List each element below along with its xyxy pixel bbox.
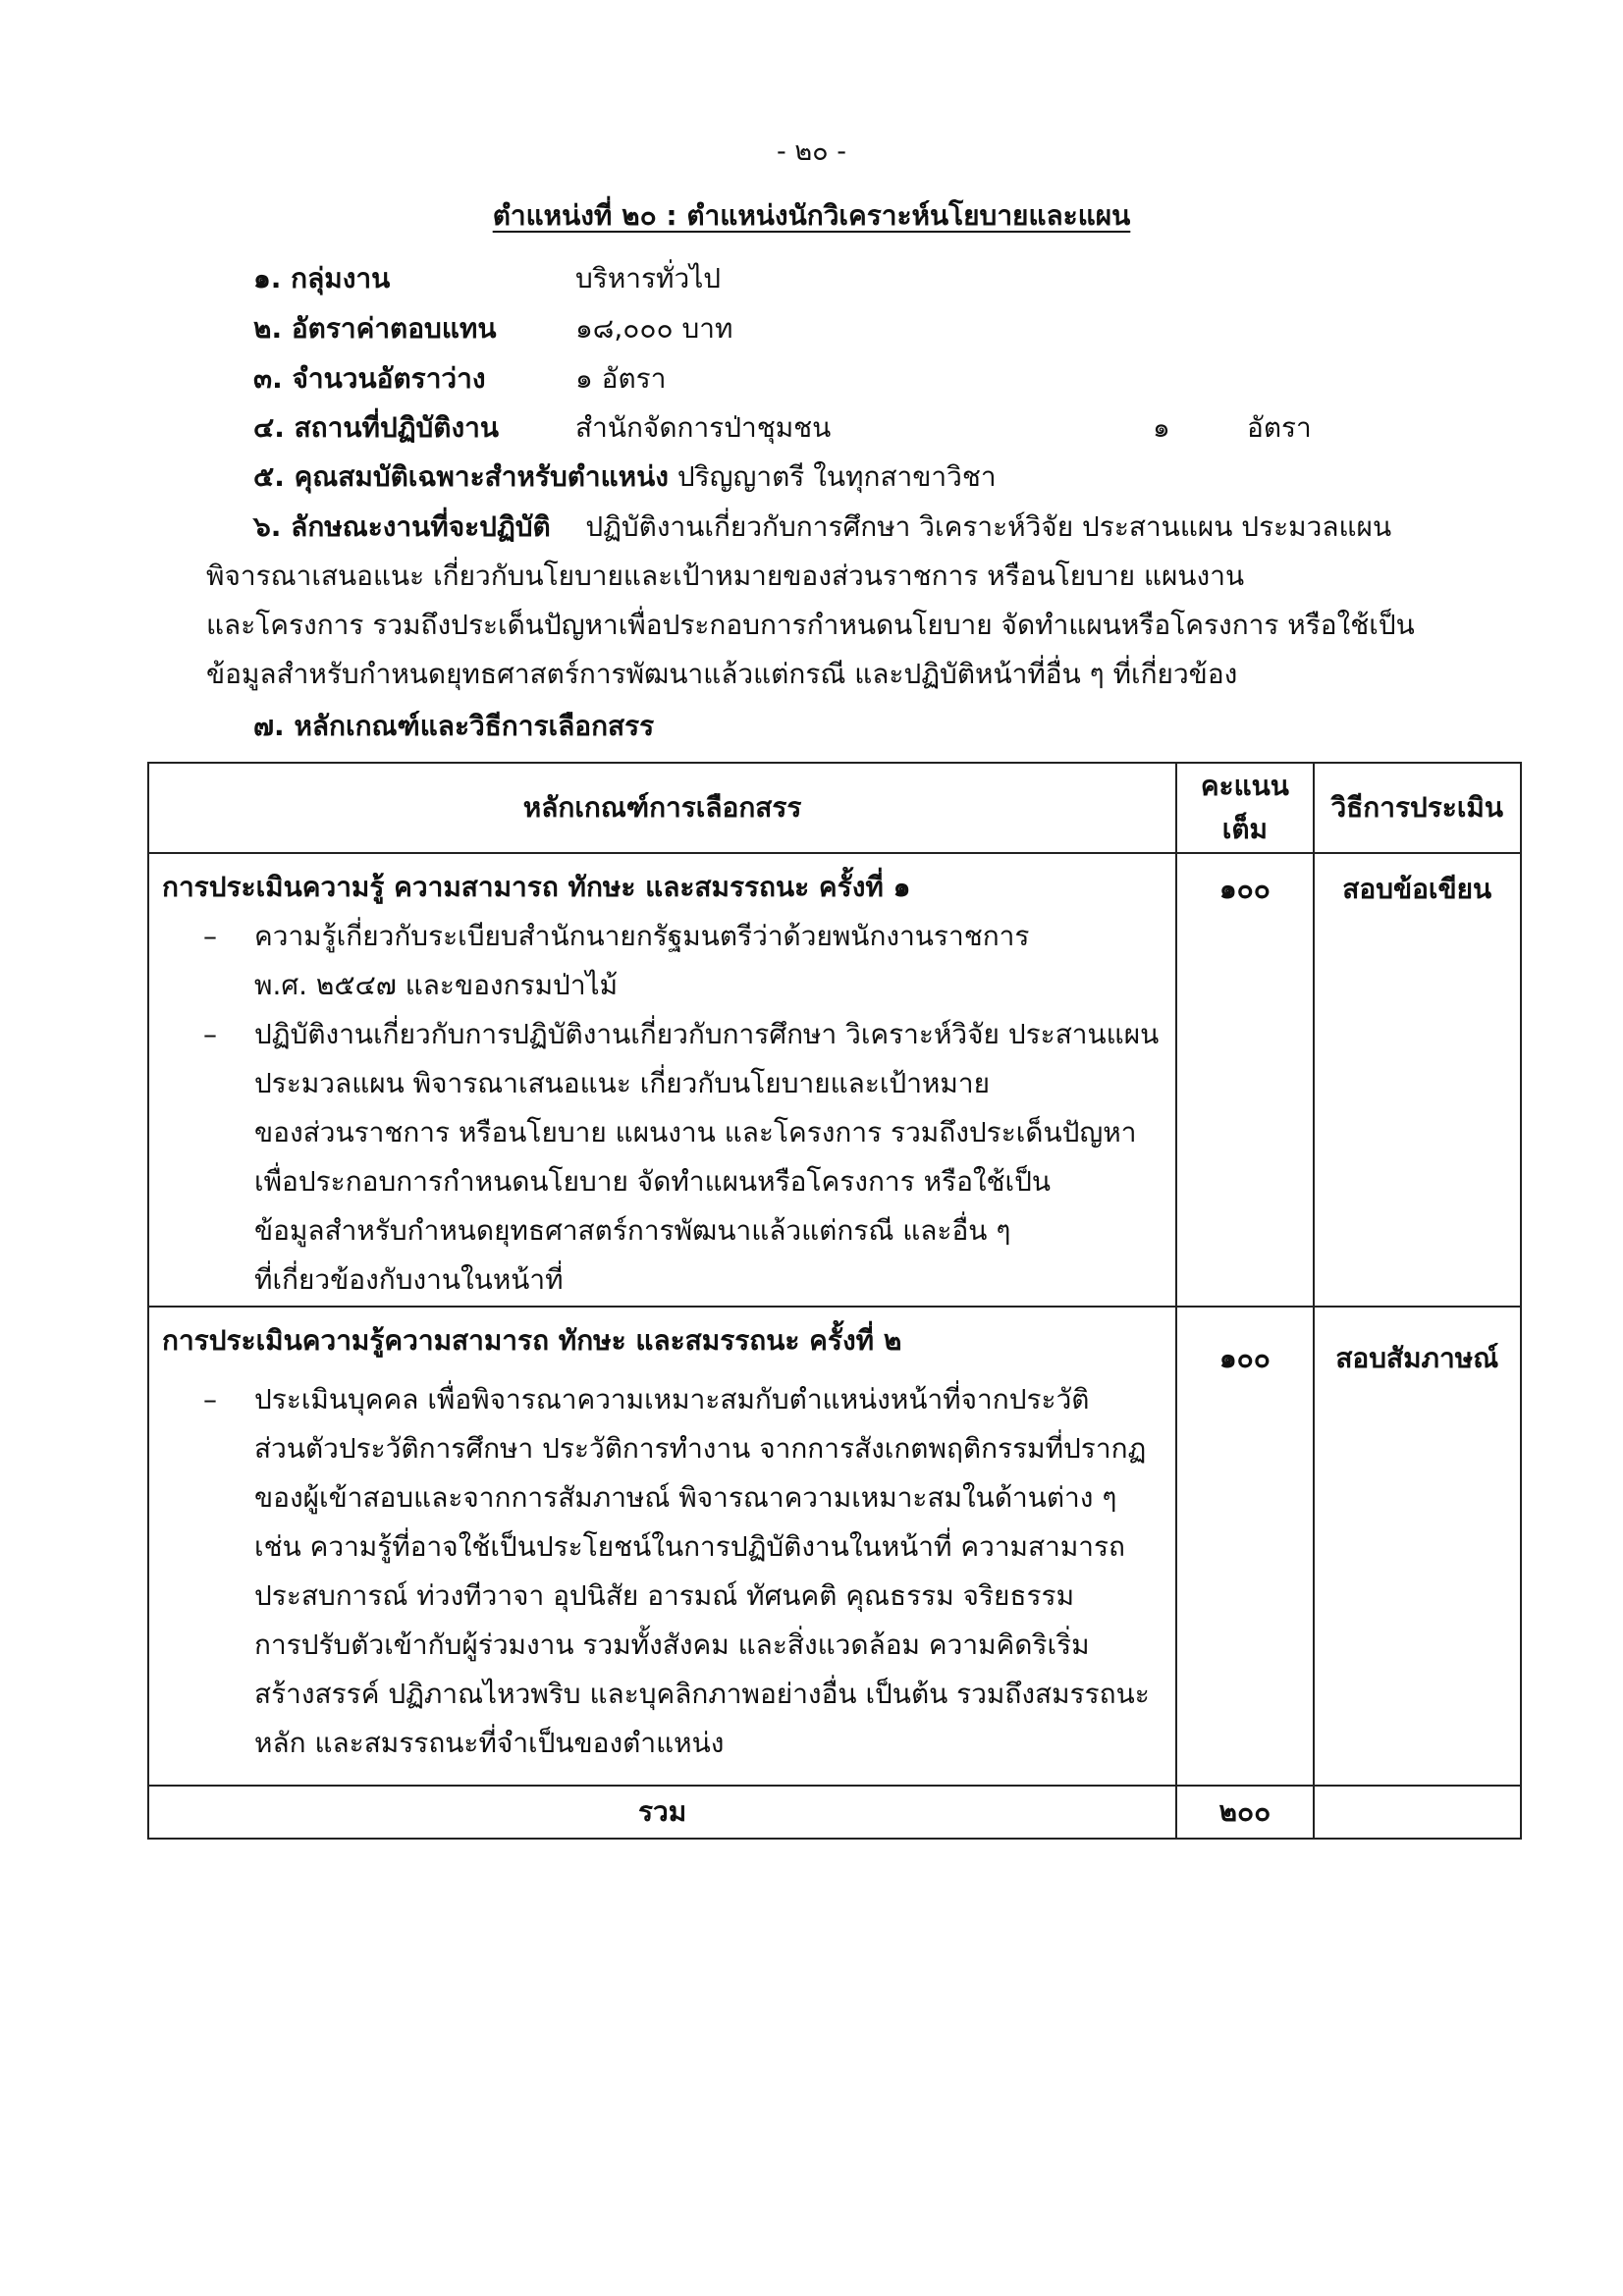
criteria-heading: ๗. หลักเกณฑ์และวิธีการเลือกสรร [253, 710, 655, 742]
score-cell: ๑๐๐ [1176, 853, 1313, 1307]
bullet-line: ของส่วนราชการ หรือนโยบาย แผนงาน และโครงการ รวมถึงประเด็นปัญหา [254, 1116, 1137, 1148]
position-title: ตำแหน่งที่ ๒๐ : ตำแหน่งนักวิเคราะห์นโยบายและแผน [492, 199, 1131, 232]
bullet-dash: – [203, 1383, 217, 1415]
workplace-count-unit: อัตรา [1247, 411, 1312, 444]
info-label: ๓. จำนวนอัตราว่าง [253, 362, 486, 395]
bullet-item [150, 1010, 1174, 1305]
bullet-line: สร้างสรรค์ ปฏิภาณไหวพริบ และบุคลิกภาพอย่างอื่น เป็นต้น รวมถึงสมรรถนะ [254, 1678, 1150, 1710]
criteria-cell [148, 853, 1176, 1307]
info-value: ๑ อัตรา [575, 362, 667, 395]
duty-line [253, 503, 1520, 552]
info-label: ๔. สถานที่ปฏิบัติงาน [253, 411, 500, 444]
duty-line: พิจารณาเสนอแนะ เกี่ยวกับนโยบายและเป้าหมายของส่วนราชการ หรือนโยบาย แผนงาน [206, 560, 1245, 592]
bullet-dash: – [203, 1018, 217, 1050]
bullet-line: ส่วนตัวประวัติการศึกษา ประวัติการทำงาน จากการสังเกตพฤติกรรมที่ปรากฏ [254, 1432, 1147, 1465]
workplace-count: ๑ [1153, 411, 1170, 444]
bullet-line: เช่น ความรู้ที่อาจใช้เป็นประโยชน์ในการปฏิบัติงานในหน้าที่ ความสามารถ [254, 1530, 1125, 1563]
method-cell: สอบสัมภาษณ์ [1314, 1307, 1522, 1786]
section-title: การประเมินความรู้ ความสามารถ ทักษะ และสมรรถนะ ครั้งที่ ๑ [162, 871, 911, 903]
duty-line: ข้อมูลสำหรับกำหนดยุทธศาสตร์การพัฒนาแล้วแต่กรณี และปฏิบัติหน้าที่อื่น ๆ ที่เกี่ยวข้อง [206, 658, 1238, 690]
total-label: รวม [148, 1786, 1176, 1839]
table-row [148, 853, 1521, 1307]
header-criteria: หลักเกณฑ์การเลือกสรร [148, 763, 1176, 853]
bullet-line: ความรู้เกี่ยวกับระเบียบสำนักนายกรัฐมนตรีว่าด้วยพนักงานราชการ [254, 920, 1030, 952]
bullet-item [150, 1365, 1174, 1784]
duty-line: และโครงการ รวมถึงประเด็นปัญหาเพื่อประกอบการกำหนดนโยบาย จัดทำแผนหรือโครงการ หรือใช้เป็น [206, 609, 1415, 641]
header-method: วิธีการประเมิน [1314, 763, 1522, 853]
qualification-value: ปริญญาตรี ในทุกสาขาวิชา [676, 460, 997, 493]
total-row [148, 1786, 1521, 1839]
method-cell: สอบข้อเขียน [1314, 853, 1522, 1307]
page-number: - ๒๐ - [777, 136, 846, 167]
qualification-label: ๕. คุณสมบัติเฉพาะสำหรับตำแหน่ง [253, 460, 669, 493]
qualification-row [253, 455, 997, 499]
bullet-line: การปรับตัวเข้ากับผู้ร่วมงาน รวมทั้งสังคม และสิ่งแวดล้อม ความคิดริเริ่ม [254, 1629, 1090, 1661]
criteria-table [147, 762, 1522, 1840]
total-method-empty [1314, 1786, 1522, 1839]
table-row [148, 1307, 1521, 1786]
bullet-line: ข้อมูลสำหรับกำหนดยุทธศาสตร์การพัฒนาแล้วแต่กรณี และอื่น ๆ [254, 1214, 1011, 1247]
info-value: บริหารทั่วไป [575, 262, 722, 294]
bullet-line: ของผู้เข้าสอบและจากการสัมภาษณ์ พิจารณาความเหมาะสมในด้านต่าง ๆ [254, 1481, 1117, 1514]
duty-text: ปฏิบัติงานเกี่ยวกับการศึกษา วิเคราะห์วิจัย ประสานแผน ประมวลแผน [585, 510, 1392, 543]
bullet-line: พ.ศ. ๒๕๔๗ และของกรมป่าไม้ [254, 969, 619, 1001]
bullet-line: ที่เกี่ยวข้องกับงานในหน้าที่ [254, 1263, 564, 1296]
bullet-line: ประมวลแผน พิจารณาเสนอแนะ เกี่ยวกับนโยบายและเป้าหมาย [254, 1067, 990, 1099]
bullet-line: หลัก และสมรรถนะที่จำเป็นของตำแหน่ง [254, 1727, 725, 1759]
bullet-line: ปฏิบัติงานเกี่ยวกับการปฏิบัติงานเกี่ยวกับการศึกษา วิเคราะห์วิจัย ประสานแผน [254, 1018, 1160, 1050]
table-header-row [148, 763, 1521, 853]
info-label: ๒. อัตราค่าตอบแทน [253, 312, 497, 345]
duty-label: ๖. ลักษณะงานที่จะปฏิบัติ [253, 510, 551, 543]
header-score: คะแนนเต็ม [1176, 763, 1313, 853]
bullet-dash: – [203, 920, 217, 952]
info-value: ๑๘,๐๐๐ บาท [575, 312, 733, 345]
score-cell: ๑๐๐ [1176, 1307, 1313, 1786]
duty-section [206, 503, 1520, 699]
bullet-line: ประเมินบุคคล เพื่อพิจารณาความเหมาะสมกับตำแหน่งหน้าที่จากประวัติ [254, 1383, 1090, 1415]
total-score: ๒๐๐ [1176, 1786, 1313, 1839]
criteria-cell [148, 1307, 1176, 1786]
info-value: สำนักจัดการป่าชุมชน [575, 411, 832, 444]
bullet-line: ประสบการณ์ ท่วงทีวาจา อุปนิสัย อารมณ์ ทัศนคติ คุณธรรม จริยธรรม [254, 1579, 1075, 1612]
info-label: ๑. กลุ่มงาน [253, 262, 391, 294]
bullet-line: เพื่อประกอบการกำหนดนโยบาย จัดทำแผนหรือโครงการ หรือใช้เป็น [254, 1165, 1052, 1198]
section-title: การประเมินความรู้ความสามารถ ทักษะ และสมรรถนะ ครั้งที่ ๒ [162, 1324, 902, 1357]
bullet-item [150, 912, 1174, 1010]
